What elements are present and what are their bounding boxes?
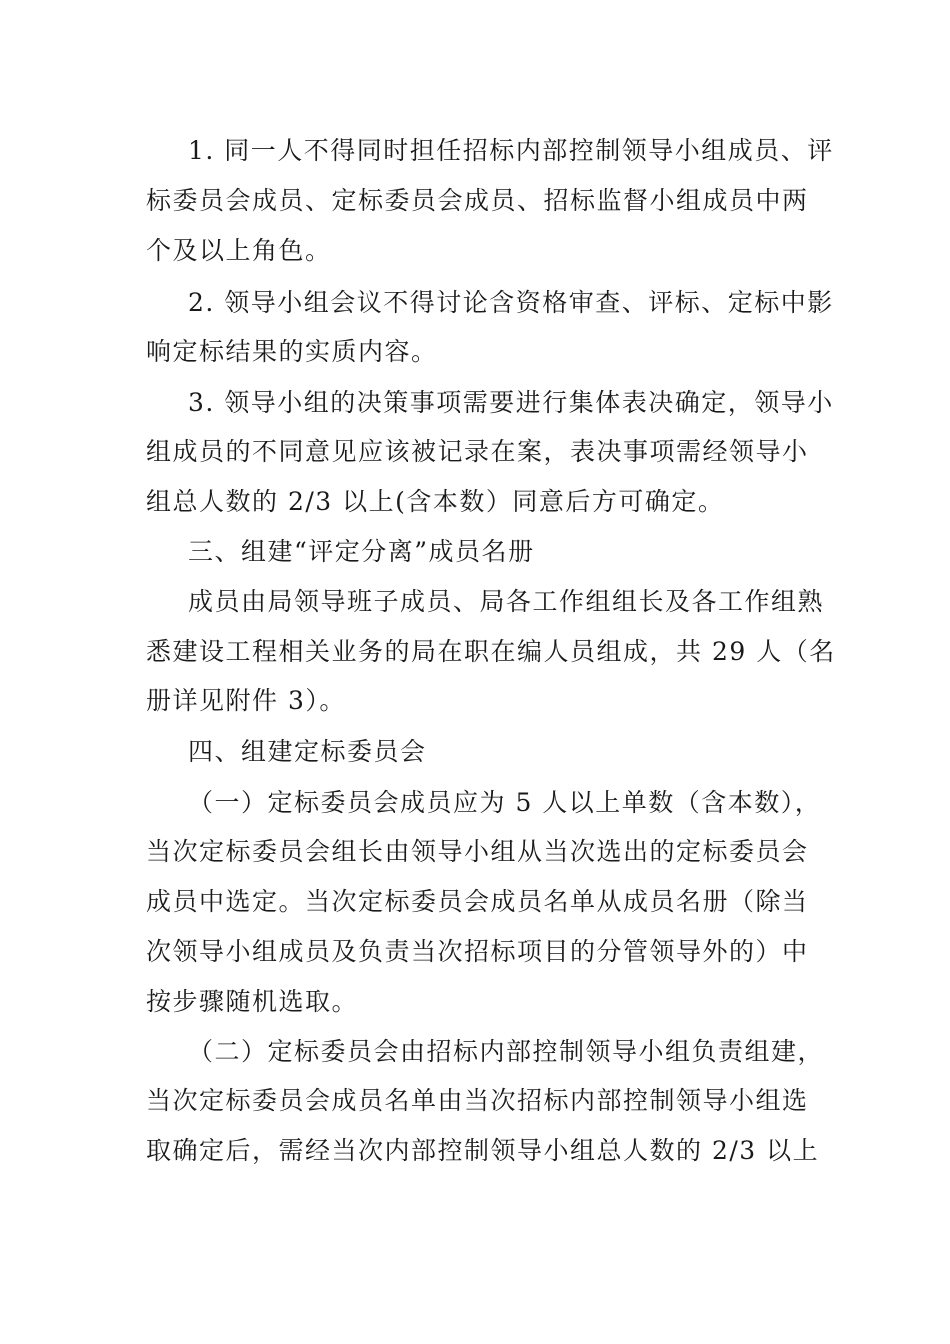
paragraph-1-line-2: 标委员会成员、定标委员会成员、招标监督小组成员中两 <box>146 186 809 215</box>
paragraph-1-line-1: 1. 同一人不得同时担任招标内部控制领导小组成员、评 <box>188 136 834 165</box>
paragraph-4-line-1: 成员由局领导班子成员、局各工作组组长及各工作组熟 <box>188 587 825 616</box>
paragraph-4-line-3: 册详见附件 3）。 <box>146 686 346 715</box>
paragraph-2-line-2: 响定标结果的实质内容。 <box>146 337 438 366</box>
section-heading-3: 三、组建“评定分离”成员名册 <box>188 537 535 566</box>
paragraph-3-line-3: 组总人数的 2/3 以上(含本数）同意后方可确定。 <box>146 487 725 516</box>
paragraph-6-line-1: （二）定标委员会由招标内部控制领导小组负责组建， <box>188 1037 825 1066</box>
section-heading-4: 四、组建定标委员会 <box>188 737 427 766</box>
paragraph-5-line-1: （一）定标委员会成员应为 5 人以上单数（含本数）， <box>188 788 822 817</box>
paragraph-3-line-2: 组成员的不同意见应该被记录在案，表决事项需经领导小 <box>146 437 809 466</box>
paragraph-6-line-2: 当次定标委员会成员名单由当次招标内部控制领导小组选 <box>146 1086 809 1115</box>
paragraph-5-line-4: 次领导小组成员及负责当次招标项目的分管领导外的）中 <box>146 937 809 966</box>
paragraph-5-line-2: 当次定标委员会组长由领导小组从当次选出的定标委员会 <box>146 837 809 866</box>
paragraph-5-line-5: 按步骤随机选取。 <box>146 987 359 1016</box>
paragraph-6-line-3: 取确定后，需经当次内部控制领导小组总人数的 2/3 以上 <box>146 1136 820 1165</box>
paragraph-3-line-1: 3. 领导小组的决策事项需要进行集体表决确定，领导小 <box>188 388 834 417</box>
paragraph-2-line-1: 2. 领导小组会议不得讨论含资格审查、评标、定标中影 <box>188 288 834 317</box>
paragraph-5-line-3: 成员中选定。当次定标委员会成员名单从成员名册（除当 <box>146 887 809 916</box>
paragraph-1-line-3: 个及以上角色。 <box>146 236 332 265</box>
paragraph-4-line-2: 悉建设工程相关业务的局在职在编人员组成，共 29 人（名 <box>146 637 836 666</box>
